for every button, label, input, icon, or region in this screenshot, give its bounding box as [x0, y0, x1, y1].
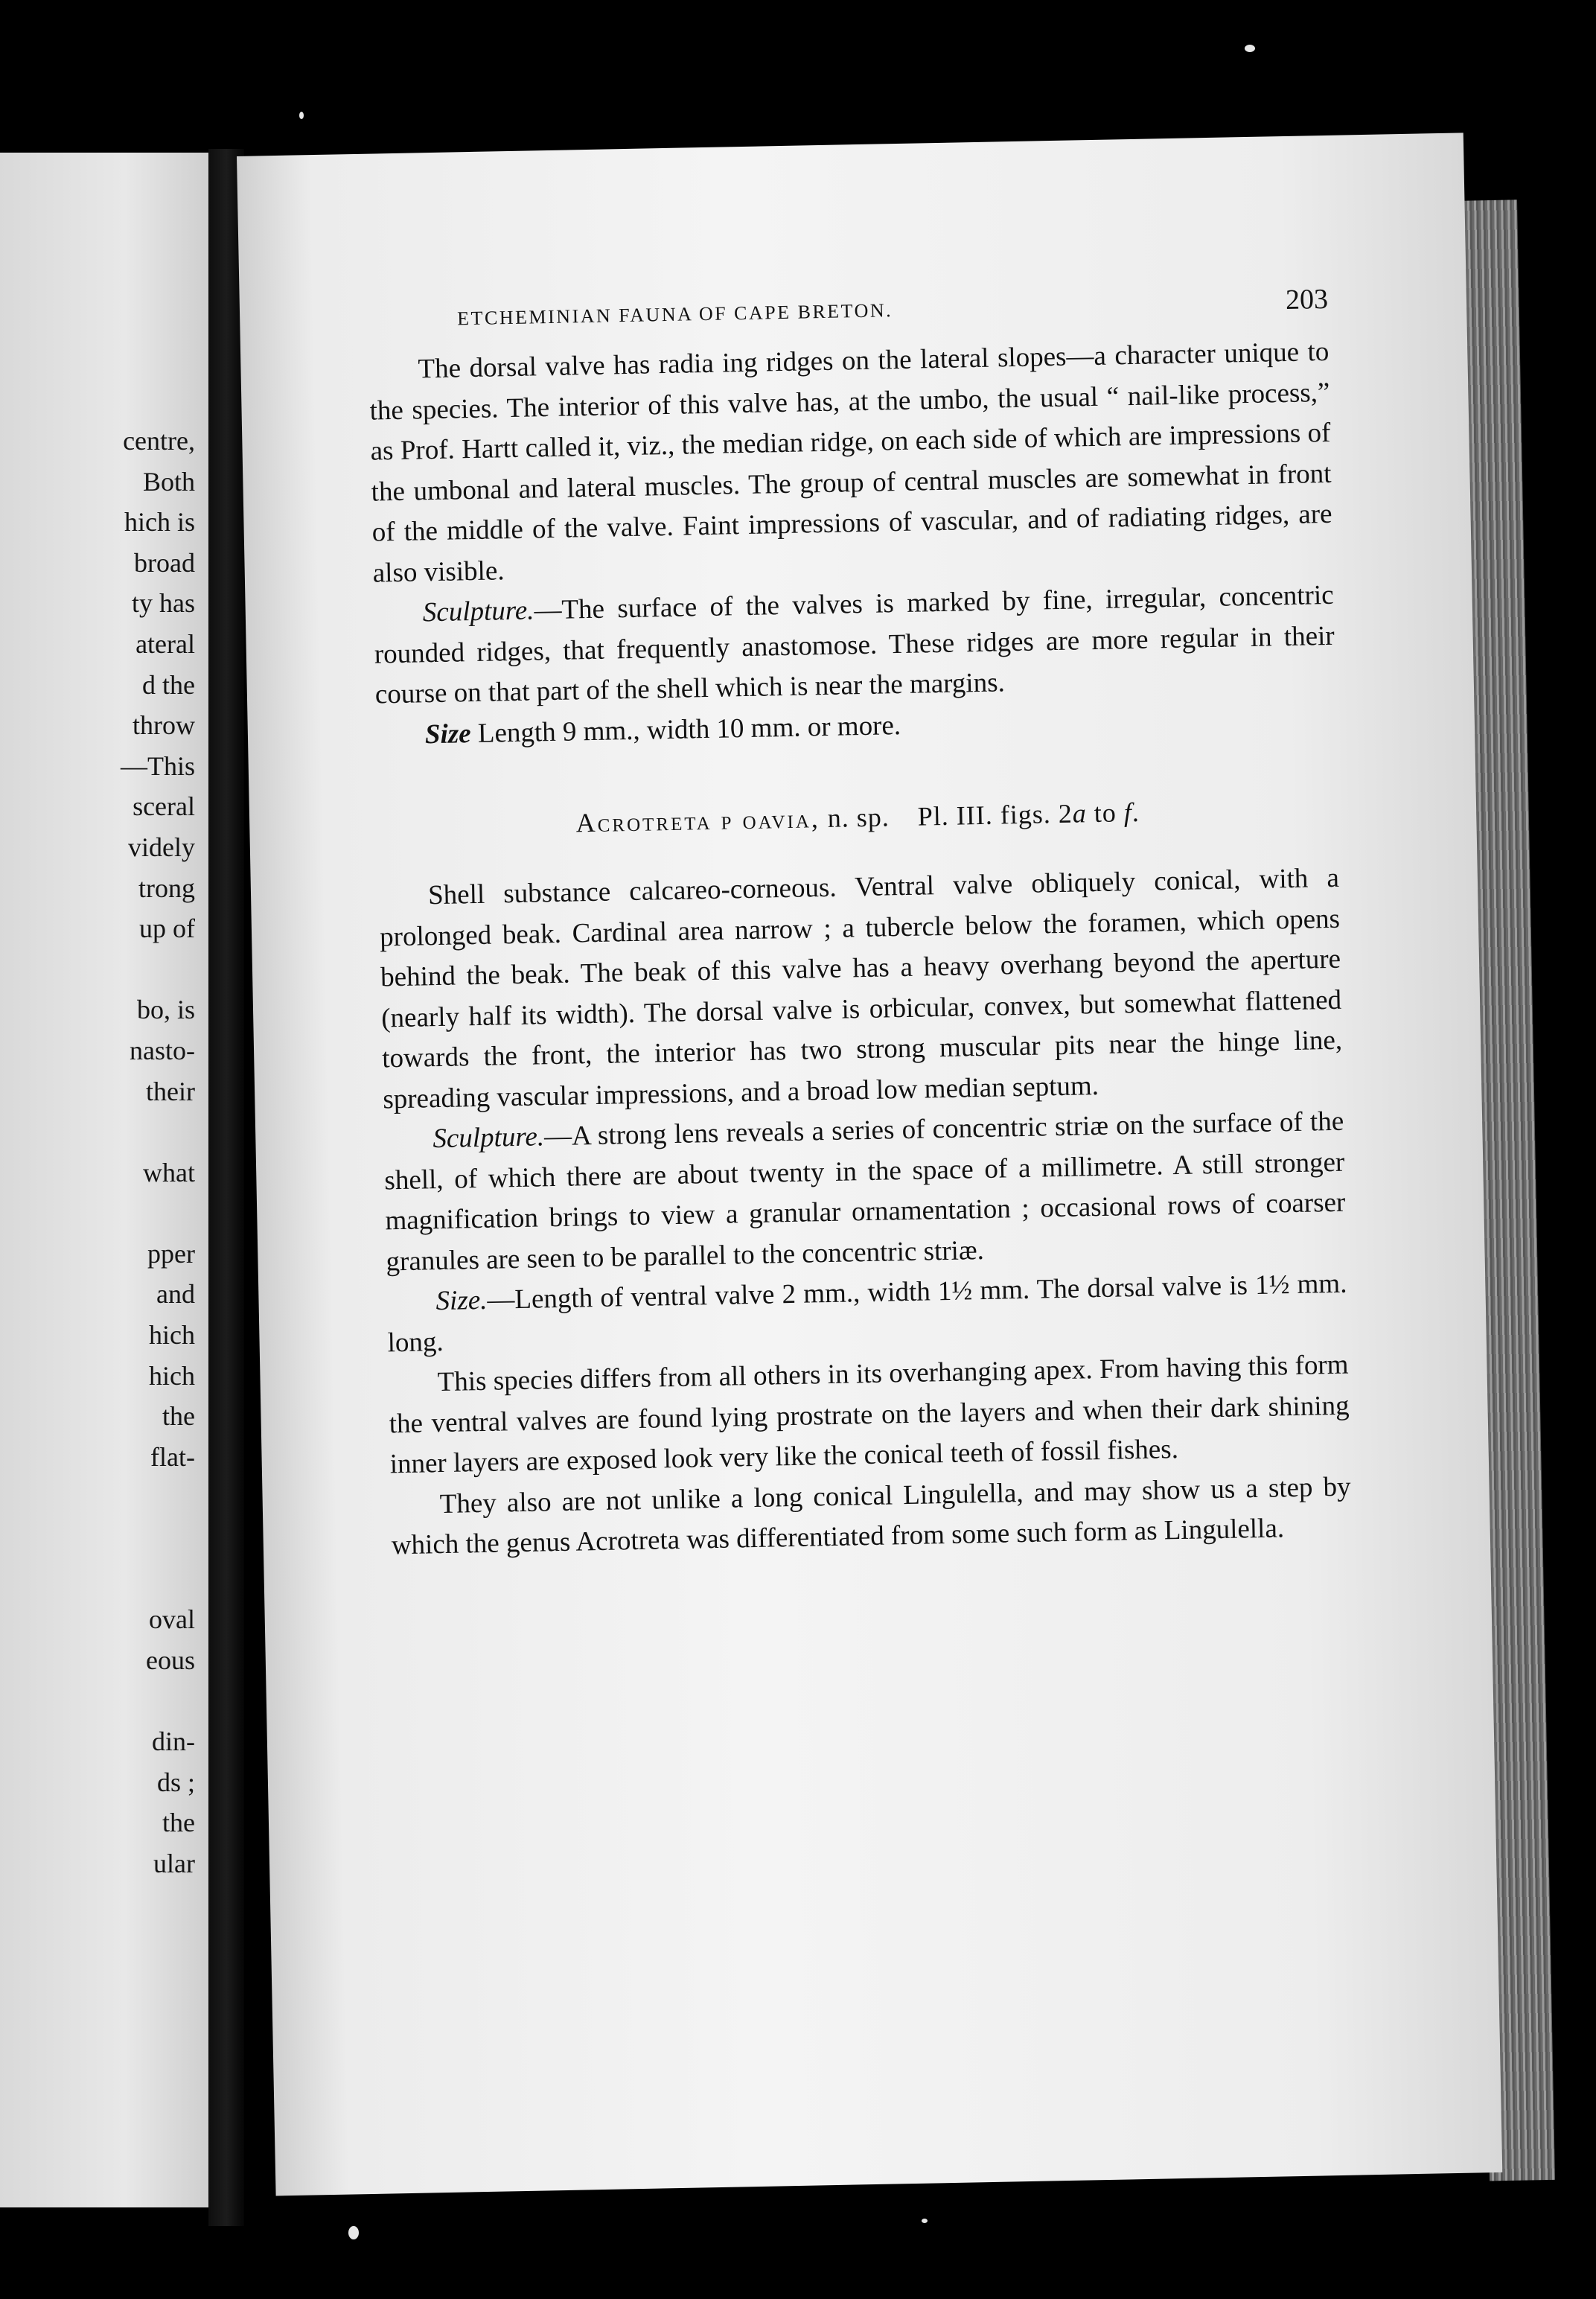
- left-page-line: broad: [134, 547, 195, 578]
- left-page-line: their: [146, 1076, 195, 1106]
- left-page-line: [121, 1559, 195, 1600]
- left-page-line: —This: [120, 750, 195, 781]
- paragraph-shell-substance: Shell substance calcareo-corneous. Ventral valve obliquely conical, with a prolonged beak. Cardinal area narrow ; a tubercle below the foramen, which opens behind the beak. The beak of this valve has a heavy overhang beyond the aperture (nearly half its width). The dorsal valve is orbicular, convex, but somewhat flattened towards the front, the interior has two strong muscular pits near the hinge line, spreading vascular impressions, and a broad low median septum.: [379, 862, 1343, 1115]
- left-page-line: [121, 1477, 195, 1518]
- left-page-line: up of: [139, 913, 195, 944]
- left-page-line: hich: [149, 1360, 195, 1391]
- left-page-line: oval: [149, 1604, 195, 1635]
- plate-reference: [917, 797, 1140, 832]
- species-descriptor: n. sp.: [827, 802, 890, 833]
- left-page-text-fragments: [121, 421, 195, 1884]
- paragraph-sculpture: [373, 575, 1335, 715]
- left-facing-page: [0, 153, 208, 2207]
- left-page-line: ty has: [132, 588, 195, 619]
- scan-speck: [1245, 45, 1255, 52]
- sculpture-text: —The surface of the valves is marked by fine, irregular, concentric rounded ridges, that frequently anastomose. These ridges are more regular in their course on that part of the shell which is near the margins.: [374, 579, 1335, 710]
- left-page-line: hich: [149, 1320, 195, 1351]
- paragraph-sculpture-2: [383, 1102, 1347, 1283]
- size-text-2: —Length of ventral valve 2 mm., width 1½ mm. The dorsal valve is 1½ mm. long.: [387, 1268, 1347, 1358]
- species-name: Acrotreta p oavia,: [575, 803, 821, 838]
- paragraph-lingulella: They also are not unlike a long conical Lingulella, and may show us a step by which the genus Acrotreta was differentiated from some such form as Lingulella.: [391, 1471, 1351, 1561]
- left-page-line: what: [143, 1157, 195, 1187]
- left-page-line: ateral: [135, 628, 195, 659]
- left-page-line: sceral: [133, 791, 195, 822]
- plate-end: .: [1131, 797, 1140, 828]
- scan-speck: [922, 2219, 928, 2223]
- left-page-line: ular: [153, 1848, 195, 1878]
- left-page-line: [121, 1112, 195, 1152]
- size-label-2: Size.: [435, 1284, 488, 1317]
- left-page-line: and: [156, 1279, 195, 1310]
- left-page-line: videly: [128, 832, 195, 862]
- left-page-line: [121, 1193, 195, 1234]
- left-page-line: Both: [142, 466, 195, 497]
- left-page-line: d the: [142, 669, 195, 700]
- plate-fig-f: f: [1123, 797, 1133, 828]
- paragraph-dorsal-valve: The dorsal valve has radia ing ridges on the lateral slopes—a character unique to the species. The interior of this valve has, at the umbo, the usual “ nail-like process,” as Prof. Hartt called it, viz., the median ridge, on each side of which are impressions of the umbonal and lateral muscles. The group of central muscles are somewhat in front of the middle of the valve. Faint impressions of vascular, and of radiating ridges, are also visible.: [369, 336, 1332, 589]
- left-page-line: hich is: [124, 507, 195, 538]
- left-page-line: din-: [152, 1726, 195, 1756]
- plate-prefix: Pl. III. figs. 2: [917, 798, 1073, 832]
- plate-fig-a: a: [1072, 798, 1088, 829]
- scan-speck: [299, 112, 304, 119]
- left-page-line: nasto-: [130, 1035, 195, 1065]
- left-page-line: flat-: [150, 1441, 195, 1472]
- running-head-title: ETCHEMINIAN FAUNA OF CAPE BRETON.: [456, 299, 893, 330]
- page-text-block: [368, 283, 1352, 1566]
- size-text: Length 9 mm., width 10 mm. or more.: [470, 710, 901, 749]
- left-page-line: trong: [138, 873, 195, 903]
- left-page-line: the: [162, 1808, 195, 1838]
- left-page-line: eous: [146, 1645, 195, 1675]
- plate-mid: to: [1086, 797, 1125, 829]
- size-label: Size: [424, 718, 472, 750]
- left-page-line: throw: [133, 710, 195, 741]
- left-page-line: ds ;: [156, 1767, 195, 1797]
- left-page-line: [121, 1518, 195, 1559]
- sculpture-label-2: Sculpture.: [432, 1121, 545, 1155]
- running-head: [368, 283, 1329, 334]
- left-page-line: [121, 949, 195, 990]
- left-page-line: [121, 1680, 195, 1721]
- right-page: [237, 133, 1502, 2196]
- left-page-line: centre,: [123, 426, 195, 456]
- book-gutter: [208, 149, 244, 2226]
- sculpture-text-2: —A strong lens reveals a series of concentric striæ on the surface of the shell, of which there are about twenty in the space of a millimetre. A still stronger magnification brings to view a granular ornamentation ; occasional rows of coarser granules are seen to be parallel to the concentric striæ.: [384, 1106, 1346, 1277]
- page-number: 203: [1285, 283, 1329, 316]
- sculpture-label: Sculpture.: [422, 595, 534, 628]
- left-page-line: the: [162, 1401, 195, 1432]
- left-page-line: pper: [147, 1238, 195, 1269]
- paragraph-species-differs: This species differs from all others in its overhanging apex. From having this form the ventral valves are found lying prostrate on the layers and when their dark shining inner layers are exposed look very like the conical teeth of fossil fishes.: [389, 1349, 1350, 1480]
- left-page-line: bo, is: [136, 995, 195, 1025]
- scan-speck: [348, 2226, 359, 2239]
- species-heading: [377, 793, 1338, 843]
